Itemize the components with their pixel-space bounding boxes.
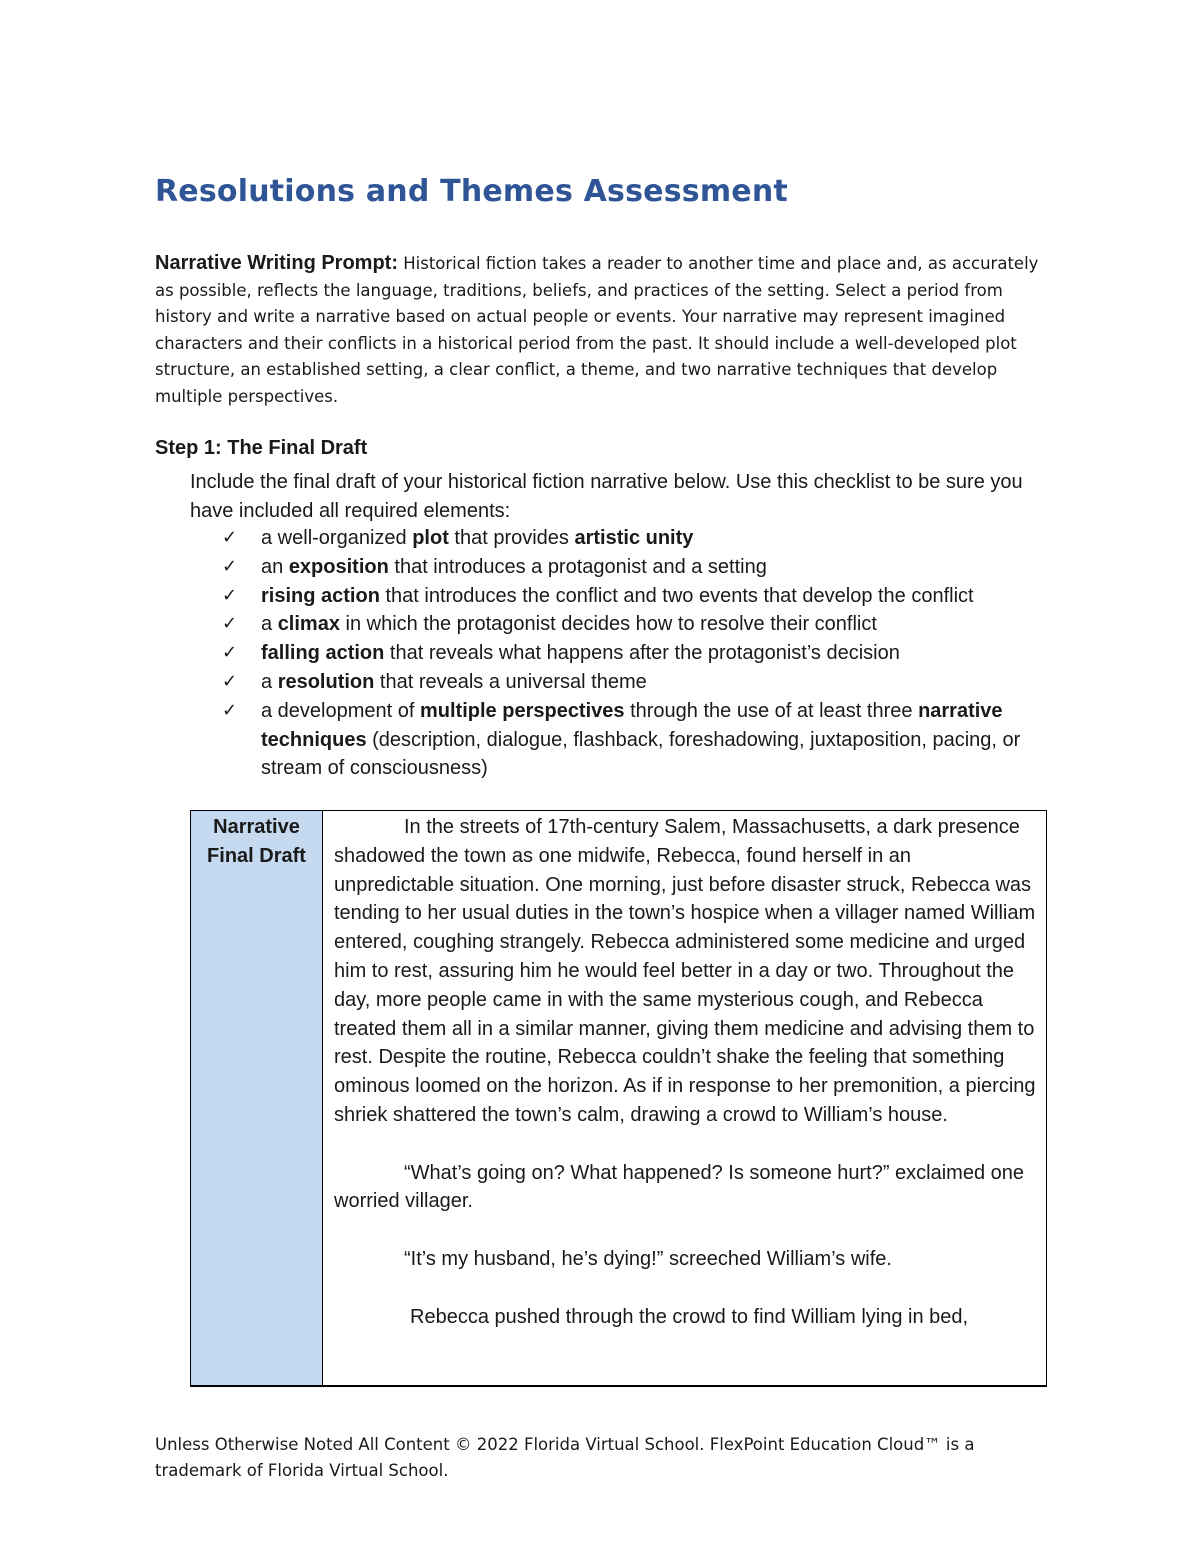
check-icon: ✓ xyxy=(222,613,238,635)
check-icon: ✓ xyxy=(222,555,238,577)
check-icon: ✓ xyxy=(222,642,238,664)
prompt-label: Narrative Writing Prompt: xyxy=(155,252,398,274)
prompt-text: Historical fiction takes a reader to another time and place and, as accurately as possible, reflects the language, traditions, beliefs, and practices of the setting. Select a period from history and write a narrative based on actual people or events. Your narrative may represent imagined characters and their conflicts in a historical period from the past. It should include a well-developed plot structure, an established setting, a clear conflict, a theme, and two narrative techniques that develop multiple perspectives. xyxy=(155,254,1039,406)
checklist-item: ✓ a resolution that reveals a universal theme xyxy=(222,668,1062,697)
document-title: Resolutions and Themes Assessment xyxy=(155,174,788,209)
check-icon: ✓ xyxy=(222,699,238,721)
checklist-item: ✓ falling action that reveals what happens after the protagonist’s decision xyxy=(222,639,1062,668)
table-label: Narrative Final Draft xyxy=(207,816,306,867)
checklist-item: ✓ a climax in which the protagonist decides how to resolve their conflict xyxy=(222,610,1062,639)
checklist-item: ✓ an exposition that introduces a protagonist and a setting xyxy=(222,553,1062,582)
requirements-checklist xyxy=(222,524,1062,783)
checklist-item: ✓ a development of multiple perspectives through the use of at least three narrative techniques (description, dialogue, flashback, foreshadowing, juxtaposition, pacing, or stream of consciousness) xyxy=(222,697,1062,783)
narrative-paragraph: In the streets of 17th-century Salem, Massachusetts, a dark presence shadowed the town as one midwife, Rebecca, found herself in an unpredictable situation. One morning, just before disaster struck, Rebecca was tending to her usual duties in the town’s hospice when a villager named William entered, coughing strangely. Rebecca administered some medicine and urged him to rest, assuring him he would feel better in a day or two. Throughout the day, more people came in with the same mysterious cough, and Rebecca treated them all in a similar manner, giving them medicine and advising them to rest. Despite the routine, Rebecca couldn’t shake the feeling that something ominous loomed on the horizon. As if in response to her premonition, a piercing shriek shattered the town’s calm, drawing a crowd to William’s house. xyxy=(334,816,1036,1126)
table-row xyxy=(191,811,1047,1387)
check-icon: ✓ xyxy=(222,584,238,606)
step1-heading: Step 1: The Final Draft xyxy=(155,437,368,459)
copyright-footer: Unless Otherwise Noted All Content © 2022 Florida Virtual School. FlexPoint Education Cloud™ is a trademark of Florida Virtual School. xyxy=(155,1435,975,1480)
checklist-item: ✓ a well-organized plot that provides artistic unity xyxy=(222,524,1062,553)
narrative-paragraph: “It’s my husband, he’s dying!” screeched William’s wife. xyxy=(404,1247,892,1270)
check-icon: ✓ xyxy=(222,527,238,548)
check-icon: ✓ xyxy=(222,670,238,692)
table-label-cell xyxy=(191,811,323,1387)
narrative-paragraph: “What’s going on? What happened? Is someone hurt?” exclaimed one worried villager. xyxy=(334,1161,1025,1213)
narrative-text-cell[interactable] xyxy=(323,811,1047,1387)
step1-intro: Include the final draft of your historical fiction narrative below. Use this checklist to be sure you have included all required elements: xyxy=(190,471,1023,522)
writing-prompt xyxy=(155,250,1045,411)
checklist-item: ✓ rising action that introduces the conflict and two events that develop the conflict xyxy=(222,582,1062,611)
final-draft-table xyxy=(190,810,1047,1387)
narrative-paragraph: Rebecca pushed through the crowd to find William lying in bed, xyxy=(410,1305,969,1328)
